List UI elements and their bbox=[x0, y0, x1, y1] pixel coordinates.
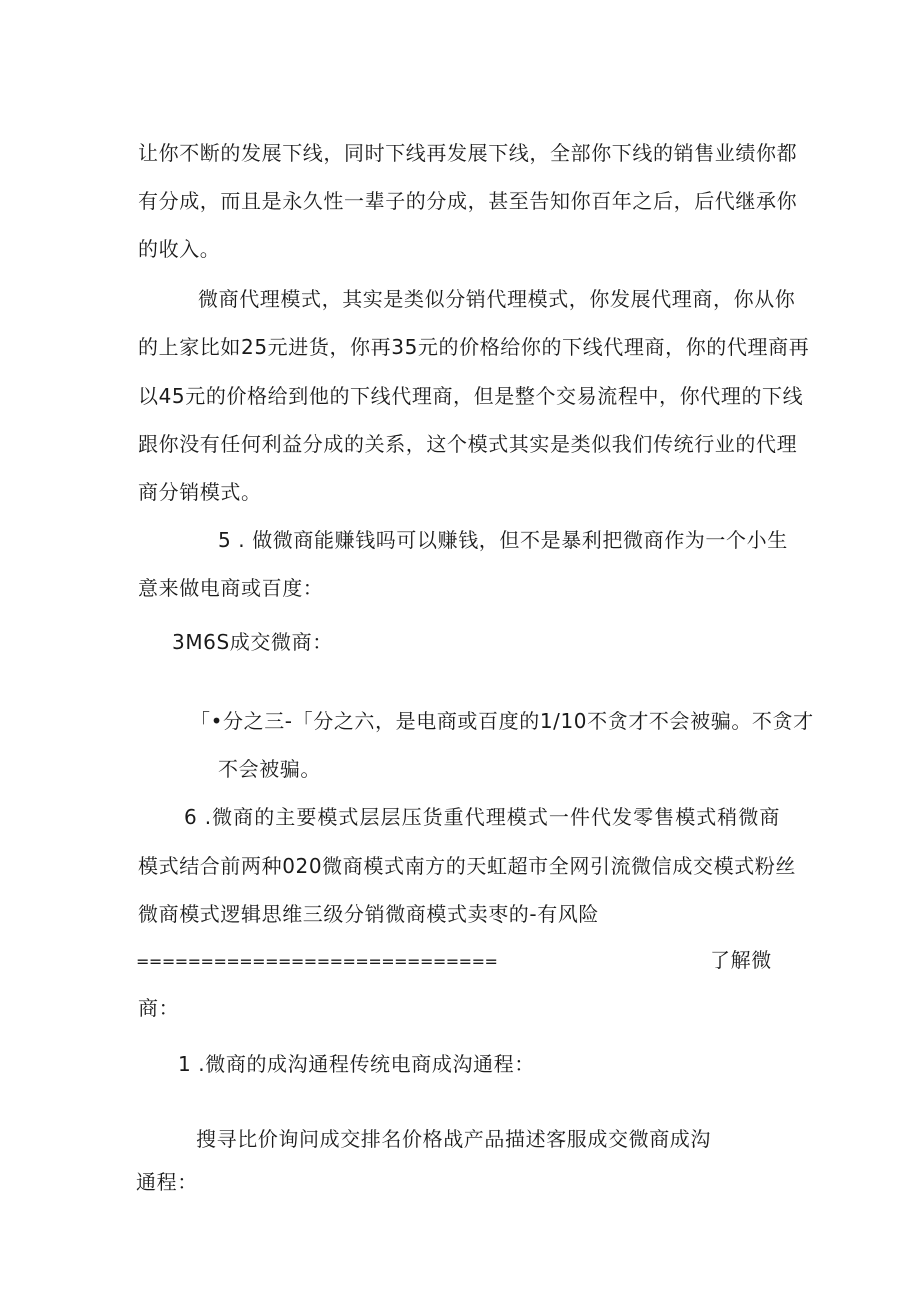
text-line: 微商代理模式，其实是类似分销代理模式，你发展代理商，你从你 bbox=[198, 287, 796, 311]
text-line: 跟你没有任何利益分成的关系，这个模式其实是类似我们传统行业的代理 bbox=[138, 432, 798, 456]
text-line: 6 .微商的主要模式层层压货重代理模式一件代发零售模式稍微商 bbox=[184, 805, 780, 829]
text-line: 模式结合前两种020微商模式南方的天虹超市全网引流微信成交模式粉丝 bbox=[138, 854, 796, 878]
text-line: 1 .微商的成沟通程传统电商成沟通程： bbox=[178, 1052, 535, 1076]
text-line: 让你不断的发展下线，同时下线再发展下线，全部你下线的销售业绩你都 bbox=[138, 141, 798, 165]
text-line: 的上家比如25元进货，你再35元的价格给你的下线代理商，你的代理商再 bbox=[138, 335, 810, 359]
text-line: 商： bbox=[138, 996, 180, 1020]
text-line: 了解微 bbox=[710, 948, 772, 972]
separator-line: ============================ bbox=[136, 952, 498, 971]
text-line: 微商模式逻辑思维三级分销微商模式卖枣的-有风险 bbox=[138, 902, 600, 926]
text-line: 的收入。 bbox=[138, 237, 221, 261]
text-line: 有分成，而且是永久性一辈子的分成，甚至告知你百年之后，后代继承你 bbox=[138, 189, 798, 213]
text-line: 3M6S成交微商： bbox=[172, 630, 333, 654]
text-line: 「•分之三-「分之六，是电商或百度的1/10不贪才不会被骗。不贪才 bbox=[190, 709, 814, 733]
text-line: 5 . 做微商能赚钱吗可以赚钱，但不是暴利把微商作为一个小生 bbox=[218, 528, 788, 552]
text-line: 商分销模式。 bbox=[138, 480, 262, 504]
text-line: 通程： bbox=[136, 1170, 198, 1194]
text-line: 意来做电商或百度： bbox=[138, 576, 324, 600]
text-line: 不会被骗。 bbox=[218, 757, 321, 781]
text-line: 以45元的价格给到他的下线代理商，但是整个交易流程中，你代理的下线 bbox=[138, 384, 804, 408]
text-line: 搜寻比价询问成交排名价格战产品描述客服成交微商成沟 bbox=[196, 1127, 711, 1151]
